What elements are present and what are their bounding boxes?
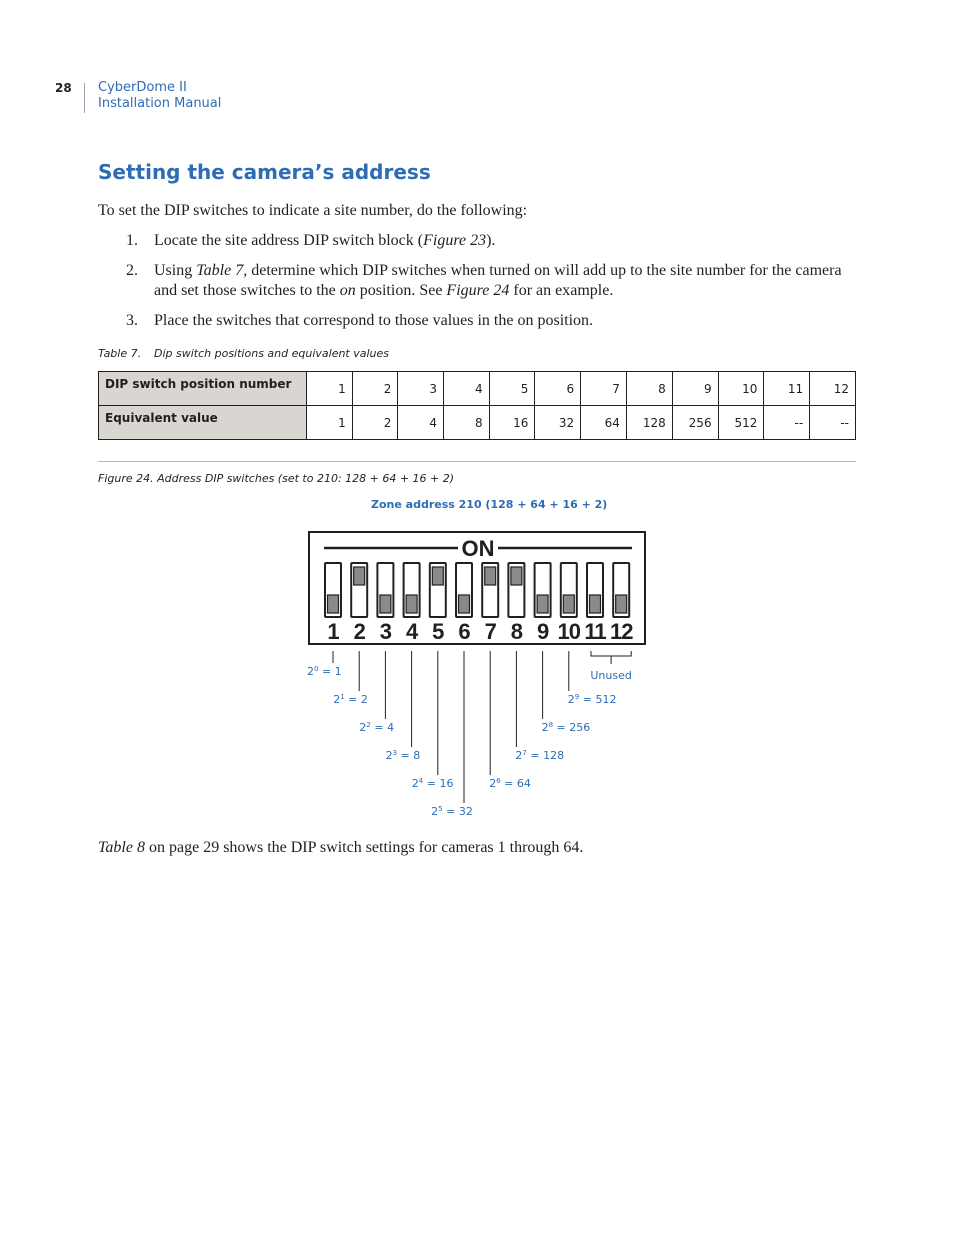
table-row [99,406,856,440]
table-cell: 7 [581,372,627,406]
list-item [126,231,846,251]
switch-lever [380,595,391,613]
power-of-two-label: $2^4 = 16$ [411,777,454,790]
table-cell: 1 [307,406,353,440]
dip-switch-table [98,371,856,440]
table-cell: 8 [626,372,672,406]
table-cell: 3 [398,372,444,406]
header-divider [84,83,85,113]
switch-number: 6 [458,619,470,644]
dip-switch-10 [558,563,581,644]
table-cell: 4 [398,406,444,440]
emphasis: on [339,282,356,299]
table-cell: 12 [810,372,856,406]
dip-switch-3 [377,563,393,644]
table-reference[interactable]: Table 8 [98,839,145,856]
switch-number: 7 [484,619,496,644]
switch-number: 5 [432,619,444,644]
page-number: 28 [55,81,72,95]
table-cell: 256 [672,406,718,440]
power-of-two-label: $2^1 = 2$ [333,693,368,706]
dip-switch-12 [610,563,633,644]
table-cell: 2 [352,406,398,440]
switch-lever [485,567,496,585]
table-cell: 5 [489,372,535,406]
step-number: 3. [126,312,138,329]
switch-number: 8 [510,619,523,644]
switch-lever [563,595,574,613]
dip-switch-diagram [290,525,670,825]
power-of-two-label: $2^7 = 128$ [515,749,565,762]
table-row [99,372,856,406]
switch-lever [511,567,522,585]
switch-number: 4 [405,619,418,644]
switch-number: 11 [584,619,606,644]
step-text: Using Table 7, determine which DIP switches when turned on will add up to the site number for the camera and set those switches to the on position. See Figure 24 for an example. [154,262,842,299]
intro-paragraph: To set the DIP switches to indicate a site number, do the following: [98,202,528,219]
switch-number: 10 [557,619,581,644]
dip-switch-2 [351,563,367,644]
switch-lever [616,595,627,613]
dip-switch-9 [535,563,551,644]
table-cell: 32 [535,406,581,440]
power-of-two-label: $2^2 = 4$ [359,721,395,734]
figure-divider [98,461,856,462]
switch-number: 2 [353,619,365,644]
power-of-two-label: $2^6 = 64$ [489,777,531,790]
unused-bracket [591,651,631,656]
figure-reference[interactable]: Figure 23 [423,232,487,249]
dip-switch-7 [482,563,498,644]
table-cell: 10 [718,372,764,406]
table-reference[interactable]: Table 7 [196,262,244,279]
power-of-two-label: $2^3 = 8$ [385,749,421,762]
table-cell: 11 [764,372,810,406]
table-cell: 6 [535,372,581,406]
switch-lever [537,595,548,613]
table-cell: 128 [626,406,672,440]
table-cell: 1 [307,372,353,406]
section-title: Setting the camera’s address [98,160,431,184]
step-number: 1. [126,232,138,249]
dip-switch-5 [430,563,446,644]
table-caption [98,347,389,360]
figure-reference[interactable]: Figure 24 [446,282,510,299]
steps-list [126,231,846,341]
switch-number: 1 [327,619,339,644]
power-of-two-label: $2^9 = 512$ [567,693,617,706]
header-product: CyberDome II [98,80,187,95]
switch-lever [354,567,365,585]
dip-switch-8 [508,563,524,644]
row-header: DIP switch position number [99,372,307,406]
dip-switch-1 [325,563,341,644]
switch-number: 3 [379,619,392,644]
table-cell: 9 [672,372,718,406]
dip-switch-11 [584,563,606,644]
list-item [126,311,846,331]
switch-lever [328,595,339,613]
table-cell: 16 [489,406,535,440]
switch-lever [432,567,443,585]
table-cell: 8 [444,406,490,440]
unused-label: Unused [590,669,632,682]
switch-lever [459,595,470,613]
table-cell: -- [810,406,856,440]
row-header: Equivalent value [99,406,307,440]
zone-address-title: Zone address 210 (128 + 64 + 16 + 2) [371,498,608,511]
table-caption-label: Table 7. [98,347,142,360]
power-of-two-label: $2^5 = 32$ [431,805,473,818]
switch-lever [590,595,601,613]
power-of-two-label: $2^8 = 256$ [541,721,591,734]
step-text: Locate the site address DIP switch block (Figure 23). [154,232,496,249]
figure-caption: Figure 24. Address DIP switches (set to 210: 128 + 64 + 16 + 2) [98,472,455,485]
table-cell: 64 [581,406,627,440]
dip-switch-4 [404,563,420,644]
header-manual: Installation Manual [98,96,222,111]
table-caption-text: Dip switch positions and equivalent values [154,347,390,360]
switch-lever [406,595,417,613]
dip-switch-6 [456,563,472,644]
table-cell: -- [764,406,810,440]
step-number: 2. [126,262,138,279]
table-cell: 2 [352,372,398,406]
list-item [126,261,846,301]
table-cell: 4 [444,372,490,406]
power-of-two-label: $2^0 = 1$ [307,665,342,678]
running-header [98,80,221,112]
closing-paragraph: Table 8 on page 29 shows the DIP switch settings for cameras 1 through 64. [98,839,584,856]
table-cell: 512 [718,406,764,440]
switch-number: 9 [536,619,549,644]
on-label: ON [461,536,495,561]
step-text: Place the switches that correspond to those values in the on position. [154,312,594,329]
switch-number: 12 [609,619,633,644]
